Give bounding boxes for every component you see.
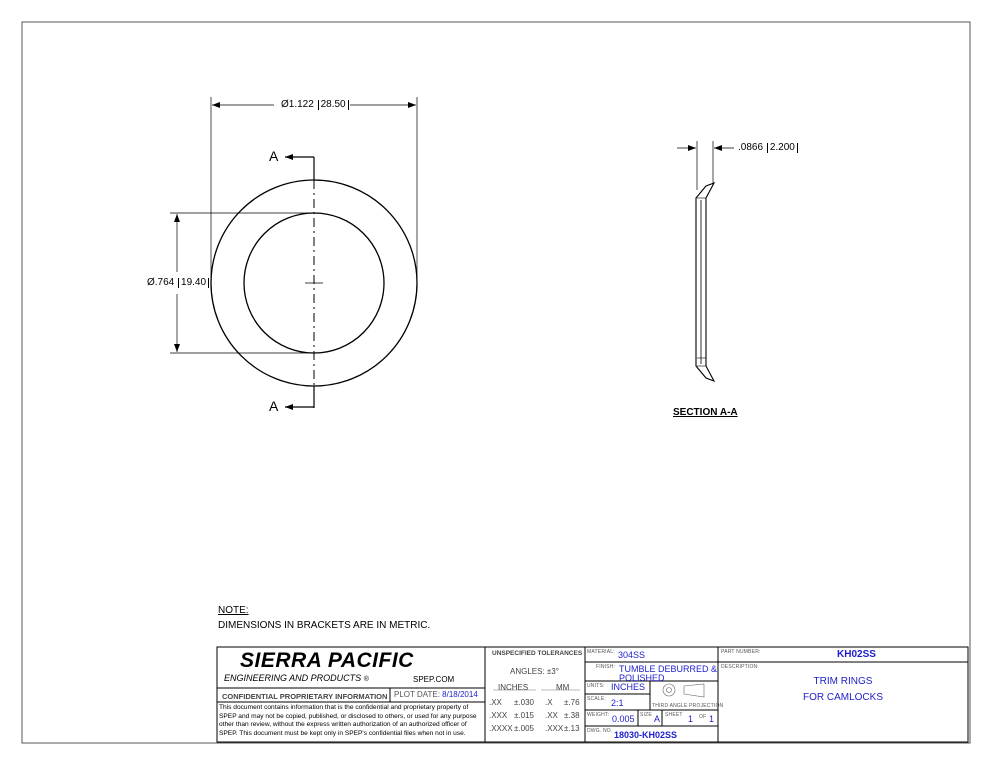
- tol-row-3-in-key: .XXXX: [489, 724, 513, 733]
- company-subtitle-text: ENGINEERING AND PRODUCTS: [224, 673, 362, 683]
- disclaimer-line: other than review, without the express written authorization of an authorized officer of: [219, 721, 467, 729]
- tol-row-1-mm-key: .X: [545, 698, 553, 707]
- tol-row-2-mm-key: .XX: [545, 711, 558, 720]
- od-dimension: [281, 100, 349, 110]
- finish-value: TUMBLE DEBURRED & POLISHED: [619, 664, 718, 683]
- section-label-bottom: A: [269, 398, 279, 414]
- scale-label: SCALE:: [587, 696, 606, 702]
- weight-value: 0.005: [612, 714, 635, 724]
- tol-row-1-in-val: ±.030: [514, 698, 534, 707]
- disclaimer: [219, 704, 477, 738]
- thickness-dimension-in: .0866: [738, 142, 764, 153]
- tol-row-2-in-key: .XXX: [489, 711, 508, 720]
- part-number-label: PART NUMBER:: [721, 649, 761, 655]
- tol-row-1-mm-val: ±.76: [564, 698, 580, 707]
- plot-date: [394, 691, 478, 699]
- units-value: INCHES: [611, 682, 646, 692]
- projection-symbol-icon: [663, 684, 704, 697]
- tol-row-2-mm-val: ±.38: [564, 711, 580, 720]
- confidential-label: CONFIDENTIAL PROPRIETARY INFORMATION: [222, 692, 388, 701]
- disclaimer-line: SPEP. This document must be kept only in SPEP's confidential files when not in use.: [219, 729, 466, 737]
- section-caption: SECTION A-A: [673, 407, 738, 418]
- finish-label: FINISH:: [596, 664, 616, 670]
- units-label: UNITS:: [587, 683, 605, 689]
- thickness-dimension: [738, 143, 798, 153]
- tolerances-mm-header: MM: [556, 683, 570, 692]
- id-dimension: [147, 278, 209, 288]
- sheet-total-value: 1: [709, 714, 715, 724]
- size-value: A: [654, 714, 661, 724]
- note-text: DIMENSIONS IN BRACKETS ARE IN METRIC.: [218, 620, 431, 631]
- description-label: DESCRIPTION:: [721, 664, 759, 670]
- note-heading: NOTE:: [218, 605, 249, 616]
- tol-row-3-mm-val: ±.13: [564, 724, 580, 733]
- material-label: MATERIAL:: [587, 649, 615, 655]
- dwg-number: 18030-KH02SS: [614, 730, 678, 740]
- material-value: 304SS: [618, 650, 646, 660]
- od-dimension-mm: 28.50: [318, 100, 349, 110]
- disclaimer-line: This document contains information that is the confidential and proprietary property of: [219, 704, 469, 711]
- plot-date-value: 8/18/2014: [442, 690, 478, 699]
- description-line-2: FOR CAMLOCKS: [802, 692, 883, 703]
- company-subtitle: [224, 674, 369, 683]
- tolerances-inches-header: INCHES: [498, 683, 529, 692]
- company-website: SPEP.COM: [413, 675, 455, 684]
- description-line-1: TRIM RINGS: [813, 676, 873, 687]
- company-name: SIERRA PACIFIC: [240, 649, 414, 672]
- registered-mark: ®: [363, 676, 369, 683]
- disclaimer-line: SPEP and may not be copied, published, or disclosed to others, or used for any purpose: [219, 712, 477, 720]
- projection-label: THIRD ANGLE PROJECTION: [652, 703, 724, 709]
- section-label-top: A: [269, 148, 279, 164]
- id-dimension-mm: 19.40: [178, 278, 209, 288]
- tolerances-heading: UNSPECIFIED TOLERANCES: [492, 650, 583, 657]
- dwg-label: DWG. NO.: [587, 728, 613, 734]
- sheet-of-label: OF: [699, 714, 707, 720]
- sheet-label: SHEET: [665, 712, 683, 718]
- sheet-border: [22, 22, 970, 743]
- id-dimension-in: Ø.764: [147, 277, 175, 288]
- tol-row-1-in-key: .XX: [489, 698, 502, 707]
- sheet-value: 1: [688, 714, 694, 724]
- tol-row-2-in-val: ±.015: [514, 711, 534, 720]
- scale-value: 2:1: [611, 698, 624, 708]
- tolerances-angles: ANGLES: ±3°: [510, 667, 559, 676]
- od-dimension-in: Ø1.122: [281, 99, 314, 110]
- weight-label: WEIGHT:: [587, 712, 610, 718]
- thickness-dimension-mm: 2.200: [767, 143, 798, 153]
- part-number-value: KH02SS: [837, 649, 876, 660]
- tol-row-3-in-val: ±.005: [514, 724, 534, 733]
- tol-row-3-mm-key: .XXX: [545, 724, 564, 733]
- section-profile: [696, 183, 714, 381]
- size-label: SIZE: [640, 712, 652, 718]
- plot-date-label: PLOT DATE:: [394, 690, 440, 699]
